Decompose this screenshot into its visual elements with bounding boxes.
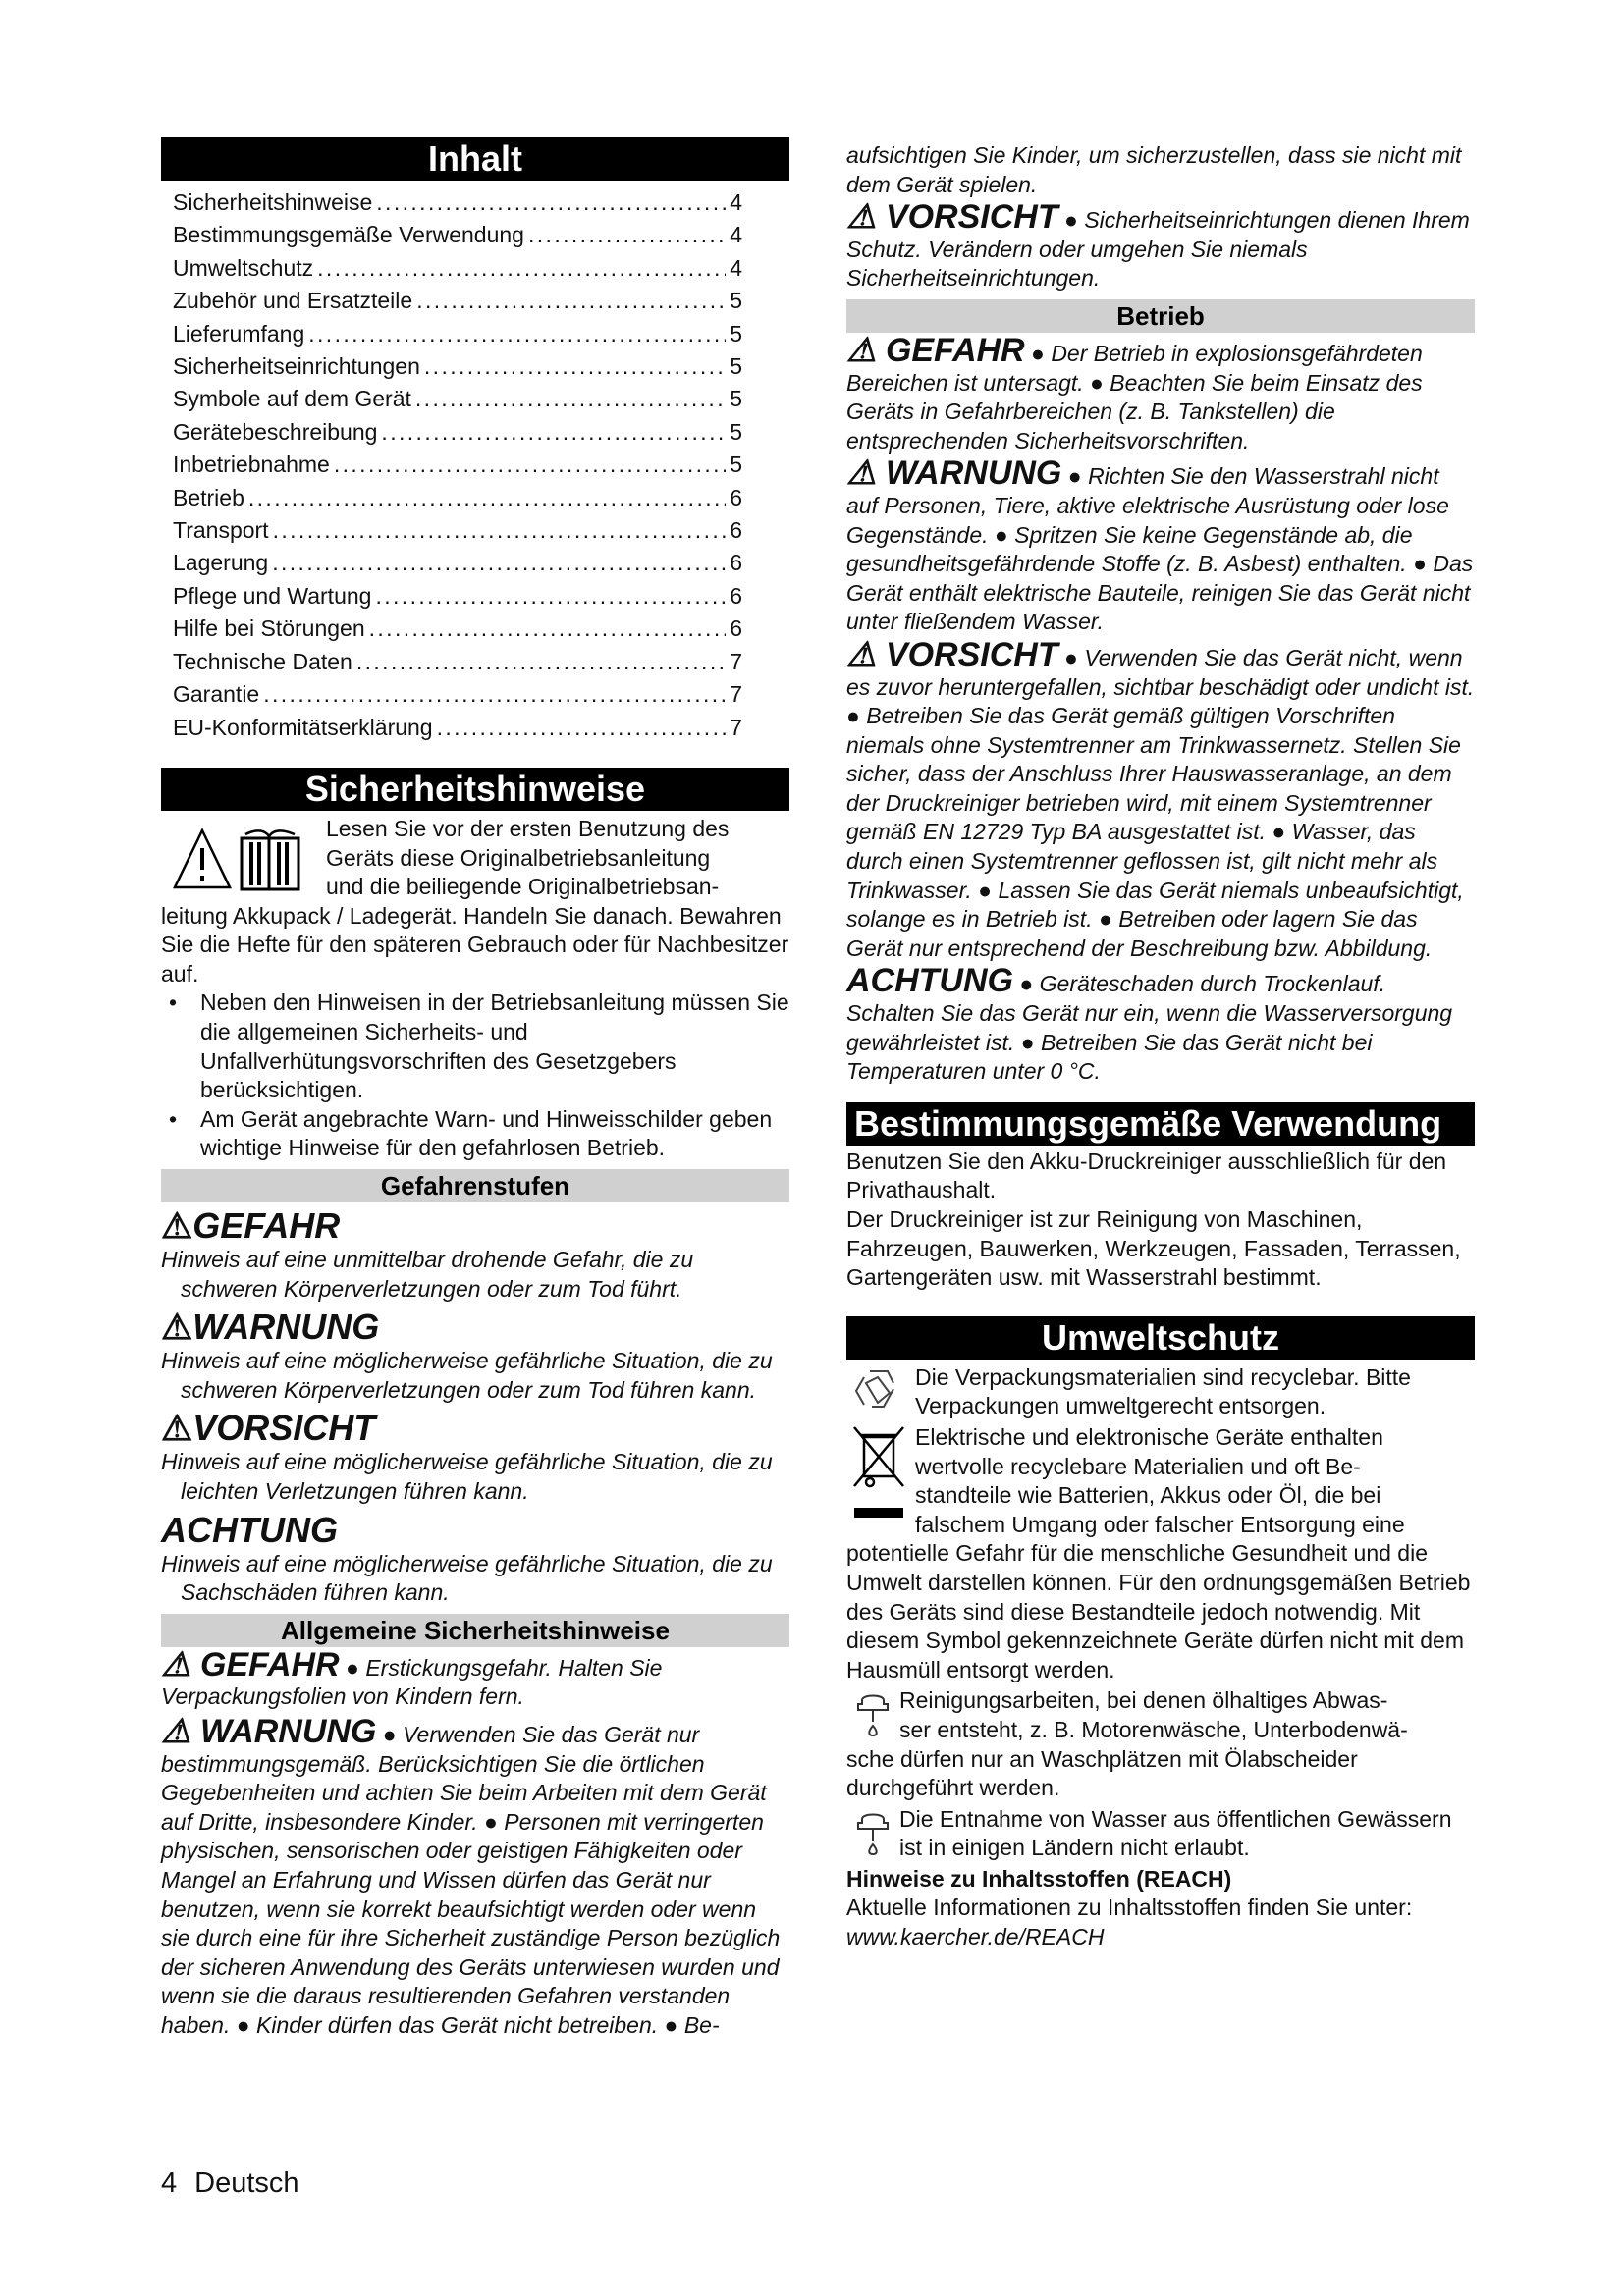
env-weee: Elektrische und elektronische Geräte enthalten wertvolle recyclebare Materialien und oft Be- standteile wie Batterien, Akkus oder Öl, die bei falschem Umgang oder falscher Entsorgung eine potentielle Gefahr für die menschliche Gesundheit und die Umwelt darstellen können. Für den ordnungsgemäßen Betrieb des Geräts sind diese Bestandteile jedoch notwendig. Mit diesem Symbol gekennzeichnete Geräte dürfen nicht mit dem Hausmüll entsorgt werden. bbox=[846, 1423, 1471, 1682]
warning-icon: ⚠ bbox=[846, 331, 886, 369]
toc-entry[interactable]: Lagerung . . . 6 bbox=[173, 547, 742, 579]
safety-title: Sicherheitshinweise bbox=[161, 768, 789, 811]
toc-entry[interactable]: Lieferumfang . . . 5 bbox=[173, 318, 742, 350]
betrieb-gefahr: ⚠ GEFAHR ● Der Betrieb in explosionsgefährdeten Bereichen ist untersagt. ● Beachten Sie beim Einsatz des Geräts in Gefahrbereichen (z. B. Tankstellen) die entsprechenden Sicherheitsvorschriften. bbox=[846, 331, 1423, 454]
toc-entry[interactable]: Inbetriebnahme . . . 5 bbox=[173, 449, 742, 481]
table-of-contents bbox=[161, 187, 742, 744]
toc-entry[interactable]: Transport . . . 6 bbox=[173, 514, 742, 547]
warning-icon: ⚠ bbox=[161, 1408, 193, 1449]
level-achtung: ACHTUNG bbox=[161, 1509, 338, 1550]
usage-title: Bestimmungsgemäße Verwendung bbox=[846, 1102, 1475, 1146]
betrieb-title: Betrieb bbox=[846, 299, 1475, 333]
warning-icon: ⚠ bbox=[846, 635, 886, 673]
toc-entry[interactable]: Zubehör und Ersatzteile . . . 5 bbox=[173, 285, 742, 317]
level-vorsicht: ⚠VORSICHT bbox=[161, 1408, 376, 1449]
crossed-bin-icon bbox=[850, 1423, 907, 1529]
level-text: Hinweis auf eine möglicherweise gefährliche Situation, die zu Sachschäden führen kann. bbox=[161, 1550, 773, 1606]
level-text: Hinweis auf eine unmittelbar drohende Gefahr, die zu schweren Körperverletzungen oder zum Tod führt. bbox=[161, 1247, 694, 1302]
warning-icon: ⚠ bbox=[161, 1712, 200, 1750]
warning-icon: ⚠ bbox=[161, 1645, 200, 1683]
general-warnung: ⚠ WARNUNG ● Verwenden Sie das Gerät nur bestimmungsgemäß. Berücksichtigen Sie die örtlichen Gegebenheiten und achten Sie beim Arbeiten mit dem Gerät auf Dritte, insbesondere Kinder. ● Personen mit verringerten physischen, sensorischen oder geistigen Fähigkeiten oder Mangel an Erfahrung und Wissen dürfen das Gerät nur benutzen, wenn sie korrekt beaufsichtigt werden oder wenn sie durch eine für ihre Sicherheit zuständige Person bezüglich der sicheren Anwendung des Geräts unterwiesen wurden und wenn sie die daraus resultierenden Gefahren verstanden haben. ● Kinder dürfen das Gerät nicht betreiben. ● Be- bbox=[161, 1712, 781, 2038]
hazard-levels bbox=[161, 1206, 789, 1608]
level-text: Hinweis auf eine möglicherweise gefährliche Situation, die zu leichten Verletzungen führen kann. bbox=[161, 1449, 773, 1504]
usage-p1: Benutzen Sie den Akku-Druckreiniger ausschließlich für den Privathaushalt. bbox=[846, 1148, 1447, 1203]
water-drop-icon bbox=[850, 1809, 895, 1866]
general-title: Allgemeine Sicherheitshinweise bbox=[161, 1614, 789, 1647]
betrieb-vorsicht: ⚠ VORSICHT ● Verwenden Sie das Gerät nicht, wenn es zuvor heruntergefallen, sichtbar beschädigt oder undicht ist. ● Betreiben Sie das Gerät gemäß gültigen Vorschriften niemals ohne Systemtrenner am Trinkwassernetz. Stellen Sie sicher, dass der Anschluss Ihrer Hauswasseranlage, an dem der Druckreiniger betrieben wird, mit einem Systemtrenner gemäß EN 12729 Typ BA ausgestattet ist. ● Wasser, das durch einen Systemtrenner geflossen ist, gilt nicht mehr als Trinkwasser. ● Lassen Sie das Gerät niemals unbeaufsichtigt, solange es in Betrieb ist. ● Betreiben oder lagern Sie das Gerät nur entsprechend der Beschreibung bzw. Abbildung. bbox=[846, 635, 1475, 961]
toc-entry[interactable]: Hilfe bei Störungen . . . 6 bbox=[173, 613, 742, 645]
toc-entry[interactable]: Bestimmungsgemäße Verwendung . . . 4 bbox=[173, 219, 742, 251]
env-recycle: Die Verpackungsmaterialien sind recyclebar. Bitte Verpackungen umweltgerecht entsorgen. bbox=[846, 1363, 1475, 1421]
env-oil: Reinigungsarbeiten, bei denen ölhaltiges Abwas- ser entsteht, z. B. Motorenwäsche, Unterbodenwä- sche dürfen nur an Waschplätzen mit Ölabscheider durchgeführt werden. bbox=[846, 1687, 1408, 1801]
toc-entry[interactable]: Symbole auf dem Gerät . . . 5 bbox=[173, 383, 742, 415]
toc-entry[interactable]: Garantie . . . 7 bbox=[173, 678, 742, 711]
safety-bullet: • Am Gerät angebrachte Warn- und Hinweisschilder geben wichtige Hinweise für den gefahrlosen Betrieb. bbox=[161, 1105, 789, 1163]
safety-intro: Lesen Sie vor der ersten Benutzung des Geräts diese Originalbetriebsanleitung und die beiliegende Originalbetriebsan- leitung Akkupack / Ladegerät. Handeln Sie danach. Bewahren Sie die Hefte für den späteren Gebrauch oder für Nachbesitzer auf. bbox=[161, 815, 789, 987]
toc-entry[interactable]: Sicherheitshinweise . . . 4 bbox=[173, 187, 742, 219]
reach-link[interactable]: www.kaercher.de/REACH bbox=[846, 1924, 1105, 1950]
env-title: Umweltschutz bbox=[846, 1316, 1475, 1360]
toc-entry[interactable]: Gerätebeschreibung . . . 5 bbox=[173, 416, 742, 449]
language-label: Deutsch bbox=[194, 2167, 299, 2199]
env-water: Die Entnahme von Wasser aus öffentlichen Gewässern ist in einigen Ländern nicht erlaubt. bbox=[846, 1805, 1475, 1863]
reach-text: Aktuelle Informationen zu Inhaltsstoffen finden Sie unter: www.kaercher.de/REACH bbox=[846, 1895, 1413, 1950]
betrieb-warnung: ⚠ WARNUNG ● Richten Sie den Wasserstrahl nicht auf Personen, Tiere, aktive elektrische Ausrüstung oder lose Gegenstände. ● Spritzen Sie keine Gegenstände ab, die gesundheitsgefährdende Stoffe (z. B. Asbest) enthalten. ● Das Gerät enthält elektrische Bauteile, reinigen Sie das Gerät nicht unter fließendem Wasser. bbox=[846, 454, 1474, 635]
warning-icon: ⚠ bbox=[161, 1205, 193, 1247]
level-warnung: ⚠WARNUNG bbox=[161, 1307, 380, 1348]
warning-icon: ⚠ bbox=[161, 1307, 193, 1348]
left-column bbox=[161, 137, 789, 2041]
general-continued: aufsichtigen Sie Kinder, um sicherzustellen, dass sie nicht mit dem Gerät spielen. bbox=[846, 142, 1462, 197]
level-gefahr: ⚠GEFAHR bbox=[161, 1205, 341, 1247]
page-footer bbox=[161, 2167, 317, 2200]
usage-p2: Der Druckreiniger ist zur Reinigung von Maschinen, Fahrzeugen, Bauwerken, Werkzeugen, Fassaden, Terrassen, Gartengeräten usw. mit Wasserstrahl bestimmt. bbox=[846, 1206, 1461, 1291]
toc-entry[interactable]: Pflege und Wartung . . . 6 bbox=[173, 580, 742, 613]
warning-icon: ⚠ bbox=[846, 454, 886, 493]
warning-icon: ⚠ bbox=[846, 198, 886, 237]
toc-title: Inhalt bbox=[161, 137, 789, 181]
toc-entry[interactable]: EU-Konformitätserklärung . . . 7 bbox=[173, 712, 742, 744]
level-text: Hinweis auf eine möglicherweise gefährliche Situation, die zu schweren Körperverletzungen oder zum Tod führen kann. bbox=[161, 1348, 773, 1403]
betrieb-achtung: ACHTUNG ● Geräteschaden durch Trockenlauf. Schalten Sie das Gerät nur ein, wenn die Wasserversorgung gewährleistet ist. ● Betreiben Sie das Gerät nicht bei Temperaturen unter 0 °C. bbox=[846, 962, 1453, 1085]
general-gefahr: ⚠ GEFAHR ● Erstickungsgefahr. Halten Sie Verpackungsfolien von Kindern fern. bbox=[161, 1645, 663, 1710]
right-column bbox=[846, 141, 1475, 1952]
safety-bullet: • Neben den Hinweisen in der Betriebsanleitung müssen Sie die allgemeinen Sicherheits- und Unfallverhütungsvorschriften des Gesetzgebers berücksichtigen. bbox=[161, 988, 789, 1104]
toc-entry[interactable]: Sicherheitseinrichtungen . . . 5 bbox=[173, 350, 742, 383]
toc-entry[interactable]: Umweltschutz . . . 4 bbox=[173, 252, 742, 285]
reach-heading: Hinweise zu Inhaltsstoffen (REACH) bbox=[846, 1865, 1232, 1892]
warning-manual-icons bbox=[171, 821, 310, 895]
water-drop-icon bbox=[850, 1690, 895, 1747]
general-vorsicht: ⚠ VORSICHT ● Sicherheitseinrichtungen dienen Ihrem Schutz. Verändern oder umgehen Sie niemals Sicherheitseinrichtungen. bbox=[846, 198, 1470, 292]
levels-title: Gefahrenstufen bbox=[161, 1169, 789, 1202]
page-number: 4 bbox=[161, 2167, 178, 2199]
toc-entry[interactable]: Betrieb . . . 6 bbox=[173, 482, 742, 514]
toc-entry[interactable]: Technische Daten . . . 7 bbox=[173, 646, 742, 678]
recycle-icon bbox=[850, 1363, 907, 1428]
